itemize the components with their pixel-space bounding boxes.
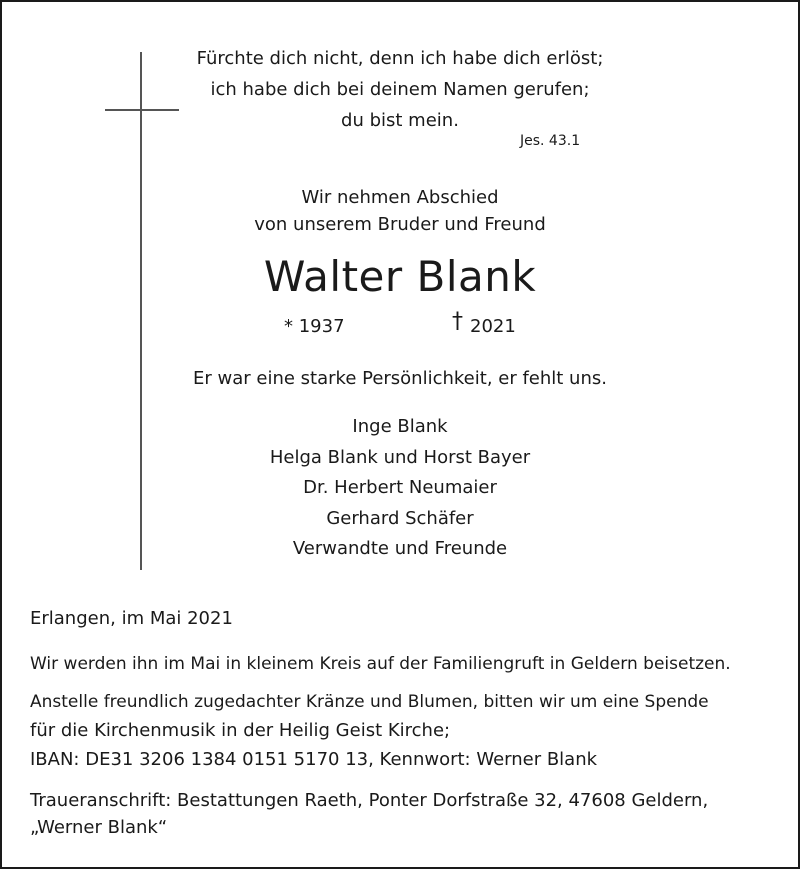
address-line-1: Traueranschrift: Bestattungen Raeth, Ponter Dorfstraße 32, 47608 Geldern, [30,790,709,811]
mourner-2: Helga Blank und Horst Bayer [269,447,531,468]
verse-reference: Jes. 43.1 [520,133,581,149]
mourner-1: Inge Blank [352,416,448,437]
verse-line-3: du bist mein. [341,110,459,131]
donation-line-3: IBAN: DE31 3206 1384 0151 5170 13, Kennwort: Werner Blank [30,749,598,770]
verse-line-2: ich habe dich bei deinem Namen gerufen; [210,79,590,100]
intro-line-1: Wir nehmen Abschied [301,187,499,208]
mourner-3: Dr. Herbert Neumaier [303,477,497,498]
donation-line-2: für die Kirchenmusik in der Heilig Geist Kirche; [30,720,451,741]
intro-line-2: von unserem Bruder und Freund [254,214,546,235]
deceased-name: Walter Blank [263,252,537,301]
donation-line-1: Anstelle freundlich zugedachter Kränze und Blumen, bitten wir um eine Spende [30,692,709,712]
tribute-text: Er war eine starke Persönlichkeit, er fehlt uns. [193,368,607,389]
birth-year: * 1937 [284,316,345,337]
burial-text: Wir werden ihn im Mai in kleinem Kreis auf der Familiengruft in Geldern beisetzen. [30,654,731,674]
mourner-5: Verwandte und Freunde [292,538,508,559]
death-cross-icon: † [452,309,463,334]
place-date: Erlangen, im Mai 2021 [30,608,233,629]
address-line-2: „Werner Blank“ [30,817,168,838]
death-year: 2021 [470,316,516,337]
mourner-4: Gerhard Schäfer [326,508,474,529]
verse-line-1: Fürchte dich nicht, denn ich habe dich erlöst; [196,48,604,69]
